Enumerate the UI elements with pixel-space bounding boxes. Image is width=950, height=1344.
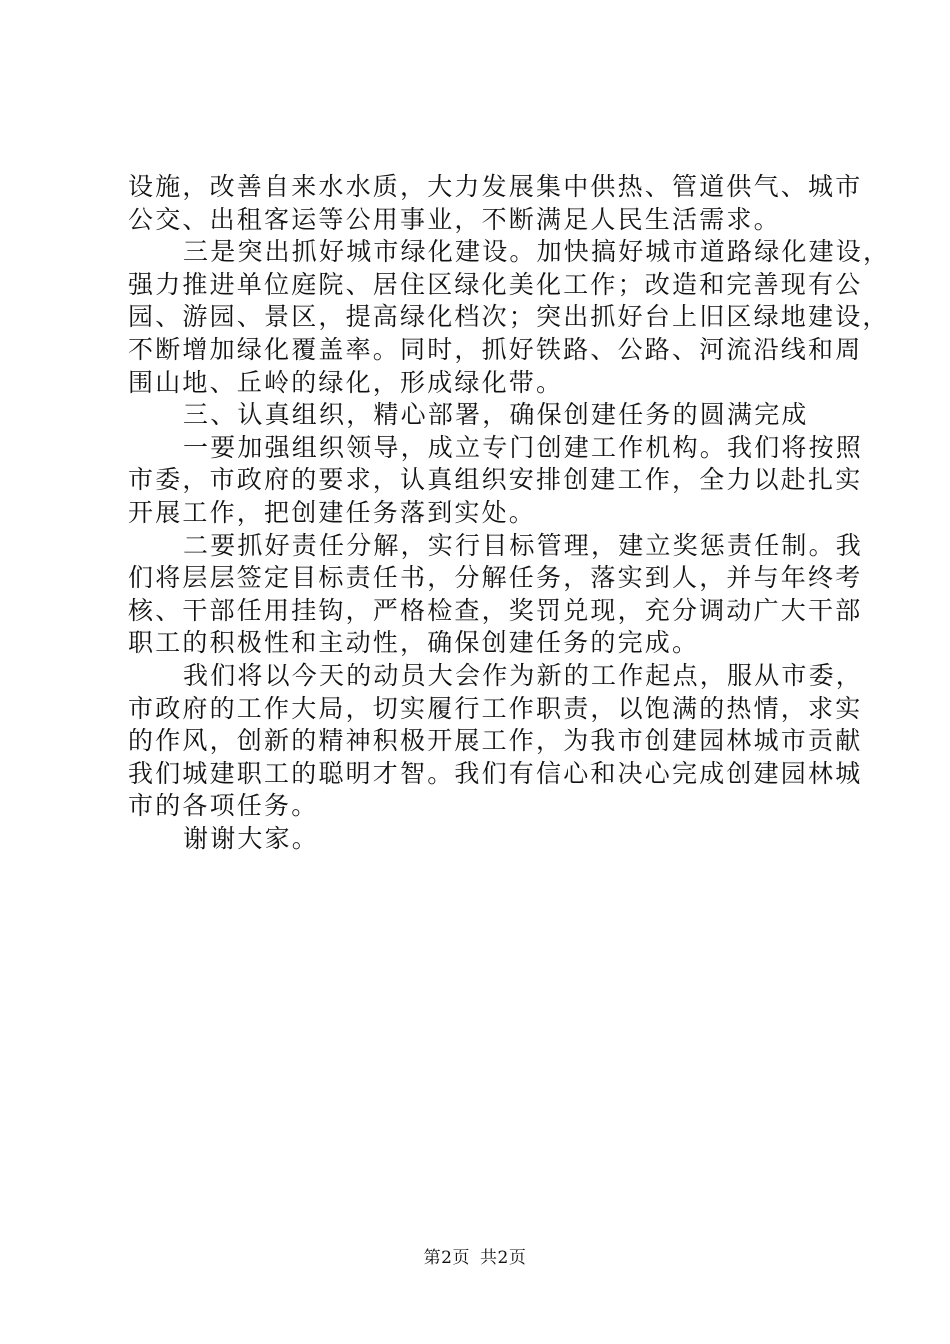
text-line: 公交、出租客运等公用事业，不断满足人民生活需求。 [128,204,781,234]
text-line: 的作风，创新的精神积极开展工作，为我市创建园林城市贡献 [128,726,863,756]
text-line: 们将层层签定目标责任书，分解任务，落实到人，并与年终考 [128,563,863,593]
closing-line: 谢谢大家。 [183,823,320,853]
text-line: 二要抓好责任分解，实行目标管理，建立奖惩责任制。我 [183,530,864,560]
page-total: 共2页 [480,1248,527,1268]
text-line: 一要加强组织领导，成立专门创建工作机构。我们将按照 [183,432,864,462]
text-line: 市政府的工作大局，切实履行工作职责，以饱满的热情，求实 [128,693,863,723]
section-heading: 三、认真组织，精心部署，确保创建任务的圆满完成 [183,400,809,430]
text-line: 园、游园、景区，提高绿化档次；突出抓好台上旧区绿地建设， [128,302,890,332]
text-line: 围山地、丘岭的绿化，形成绿化带。 [128,367,564,397]
page-footer [0,1243,950,1268]
text-line: 市委，市政府的要求，认真组织安排创建工作，全力以赴扎实 [128,465,863,495]
text-line: 不断增加绿化覆盖率。同时，抓好铁路、公路、河流沿线和周 [128,334,863,364]
text-line: 职工的积极性和主动性，确保创建任务的完成。 [128,628,700,658]
text-line: 我们将以今天的动员大会作为新的工作起点，服从市委， [183,660,864,690]
text-line: 市的各项任务。 [128,791,319,821]
text-line: 设施，改善自来水水质，大力发展集中供热、管道供气、城市 [128,172,863,201]
page-number: 第2页 [423,1248,470,1268]
text-line: 开展工作，把创建任务落到实处。 [128,497,537,527]
document-body [128,171,891,855]
text-line: 强力推进单位庭院、居住区绿化美化工作；改造和完善现有公 [128,269,863,299]
text-line: 我们城建职工的聪明才智。我们有信心和决心完成创建园林城 [128,758,863,788]
text-line: 核、干部任用挂钩，严格检查，奖罚兑现，充分调动广大干部 [128,595,863,625]
text-line: 三是突出抓好城市绿化建设。加快搞好城市道路绿化建设， [183,237,891,267]
